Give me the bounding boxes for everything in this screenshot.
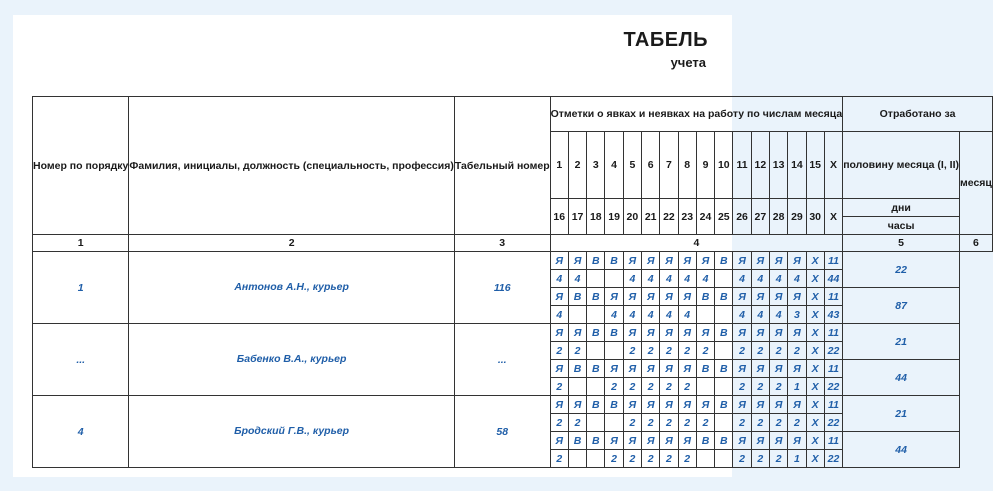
header-tab-number: Табельный номер — [454, 97, 550, 235]
attendance-cell: 2 — [550, 378, 568, 396]
attendance-cell: Я — [660, 324, 678, 342]
day-header-cell: 4 — [605, 132, 623, 199]
worked-half-month: 43 — [824, 306, 842, 324]
attendance-cell: В — [715, 252, 733, 270]
attendance-cell: Я — [751, 288, 769, 306]
attendance-cell: Я — [769, 360, 787, 378]
attendance-cell: Я — [660, 396, 678, 414]
attendance-cell: Я — [733, 324, 751, 342]
column-number: 4 — [550, 235, 843, 252]
attendance-cell: Я — [788, 396, 806, 414]
attendance-cell — [605, 270, 623, 288]
attendance-cell: 2 — [660, 342, 678, 360]
attendance-cell: В — [568, 432, 586, 450]
attendance-cell: 2 — [568, 414, 586, 432]
attendance-cell: В — [696, 432, 714, 450]
attendance-cell: В — [587, 360, 605, 378]
attendance-cell: 2 — [605, 378, 623, 396]
attendance-cell — [568, 450, 586, 468]
attendance-cell — [696, 378, 714, 396]
attendance-cell: Я — [550, 360, 568, 378]
form-title: ТАБЕЛЬ — [623, 29, 708, 51]
attendance-cell: В — [587, 324, 605, 342]
attendance-cell: Я — [751, 360, 769, 378]
attendance-cell: В — [715, 432, 733, 450]
attendance-cell: Х — [806, 360, 824, 378]
worked-half-month: 44 — [824, 270, 842, 288]
day-header-cell: 6 — [642, 132, 660, 199]
attendance-cell: 4 — [550, 270, 568, 288]
column-number: 6 — [960, 235, 993, 252]
day-header-cell: 29 — [788, 199, 806, 235]
employee-tab-number: 116 — [454, 252, 550, 324]
attendance-cell: 4 — [550, 306, 568, 324]
employee-name: Бродский Г.В., курьер — [129, 396, 454, 468]
day-header-cell: 22 — [660, 199, 678, 235]
attendance-cell: 2 — [769, 450, 787, 468]
attendance-cell: 2 — [642, 378, 660, 396]
attendance-cell: 2 — [751, 342, 769, 360]
attendance-cell: Х — [806, 414, 824, 432]
column-number: 5 — [843, 235, 960, 252]
day-header-cell: 15 — [806, 132, 824, 199]
attendance-cell: Х — [806, 432, 824, 450]
day-header-cell: 14 — [788, 132, 806, 199]
attendance-cell — [696, 306, 714, 324]
attendance-cell: Я — [788, 360, 806, 378]
attendance-cell: Я — [568, 396, 586, 414]
attendance-cell: Х — [806, 252, 824, 270]
attendance-cell: 2 — [733, 414, 751, 432]
attendance-cell: 2 — [769, 378, 787, 396]
attendance-cell — [715, 342, 733, 360]
attendance-cell: Х — [806, 378, 824, 396]
attendance-cell: 2 — [769, 414, 787, 432]
attendance-cell: 4 — [769, 306, 787, 324]
day-header-cell: 26 — [733, 199, 751, 235]
attendance-cell — [715, 306, 733, 324]
day-header-cell: 9 — [696, 132, 714, 199]
attendance-cell: Я — [769, 396, 787, 414]
header-attendance: Отметки о явках и неявках на работу по числам месяца — [550, 97, 843, 132]
worked-half-month: 11 — [824, 396, 842, 414]
header-half-month: половину месяца (I, II) — [843, 132, 960, 199]
attendance-cell: 2 — [678, 414, 696, 432]
attendance-cell: Я — [788, 288, 806, 306]
attendance-cell: 2 — [678, 342, 696, 360]
attendance-cell: Я — [660, 288, 678, 306]
attendance-cell: 2 — [550, 342, 568, 360]
attendance-cell: Х — [806, 306, 824, 324]
column-number: 3 — [454, 235, 550, 252]
day-header-cell: 10 — [715, 132, 733, 199]
header-name: Фамилия, инициалы, должность (специальность, профессия) — [129, 97, 454, 235]
attendance-cell: Я — [733, 252, 751, 270]
attendance-cell — [587, 414, 605, 432]
attendance-cell: 2 — [623, 450, 641, 468]
attendance-cell: Я — [660, 432, 678, 450]
attendance-cell: 4 — [605, 306, 623, 324]
attendance-cell: Я — [623, 324, 641, 342]
attendance-cell: Я — [733, 432, 751, 450]
attendance-cell: 2 — [733, 378, 751, 396]
attendance-cell — [715, 378, 733, 396]
attendance-cell: Я — [642, 324, 660, 342]
attendance-cell: 2 — [623, 342, 641, 360]
attendance-cell: 2 — [733, 342, 751, 360]
worked-month: 44 — [843, 360, 960, 396]
attendance-cell — [587, 342, 605, 360]
day-header-cell: 17 — [568, 199, 586, 235]
attendance-cell: 2 — [550, 450, 568, 468]
worked-half-month: 11 — [824, 360, 842, 378]
employee-tab-number: 58 — [454, 396, 550, 468]
header-worked: Отработано за — [843, 97, 993, 132]
attendance-cell: Я — [550, 288, 568, 306]
employee-number: ... — [33, 324, 129, 396]
employee-tab-number: ... — [454, 324, 550, 396]
column-number: 1 — [33, 235, 129, 252]
worked-half-month: 22 — [824, 450, 842, 468]
day-header-cell: 1 — [550, 132, 568, 199]
attendance-cell: Я — [623, 288, 641, 306]
day-header-cell: 18 — [587, 199, 605, 235]
attendance-cell: 4 — [623, 270, 641, 288]
attendance-cell: Я — [660, 360, 678, 378]
attendance-cell: В — [696, 360, 714, 378]
day-header-cell: 11 — [733, 132, 751, 199]
attendance-cell — [568, 378, 586, 396]
attendance-cell — [605, 414, 623, 432]
attendance-cell: 2 — [642, 414, 660, 432]
worked-half-month: 11 — [824, 432, 842, 450]
attendance-cell: Я — [678, 324, 696, 342]
attendance-cell: В — [605, 396, 623, 414]
attendance-cell: 4 — [678, 306, 696, 324]
attendance-cell: 2 — [678, 450, 696, 468]
attendance-cell: 4 — [769, 270, 787, 288]
day-header-cell: 24 — [696, 199, 714, 235]
attendance-cell: Я — [642, 432, 660, 450]
attendance-cell: Х — [806, 396, 824, 414]
attendance-cell: Я — [550, 252, 568, 270]
attendance-cell: 2 — [660, 414, 678, 432]
attendance-cell: В — [715, 324, 733, 342]
header-days: дни — [843, 199, 960, 217]
attendance-cell: Я — [550, 324, 568, 342]
attendance-cell: Я — [623, 432, 641, 450]
day-header-cell: 3 — [587, 132, 605, 199]
attendance-cell: 4 — [733, 270, 751, 288]
header-number: Номер по порядку — [33, 97, 129, 235]
day-header-cell: 5 — [623, 132, 641, 199]
attendance-cell: Я — [642, 396, 660, 414]
attendance-cell: В — [605, 252, 623, 270]
worked-month: 87 — [843, 288, 960, 324]
timesheet-table — [32, 96, 993, 468]
day-header-cell: 20 — [623, 199, 641, 235]
form-subtitle: учета — [670, 55, 706, 70]
attendance-cell: 2 — [642, 450, 660, 468]
worked-half-month: 22 — [824, 342, 842, 360]
attendance-cell: 4 — [678, 270, 696, 288]
attendance-cell: В — [715, 360, 733, 378]
attendance-cell: Я — [678, 360, 696, 378]
employee-name: Бабенко В.А., курьер — [129, 324, 454, 396]
attendance-cell: Я — [568, 252, 586, 270]
table-row — [33, 396, 993, 414]
attendance-cell: Я — [788, 252, 806, 270]
column-number: 2 — [129, 235, 454, 252]
attendance-cell: Я — [605, 432, 623, 450]
attendance-cell: Я — [623, 360, 641, 378]
day-header-cell: 19 — [605, 199, 623, 235]
attendance-cell: 4 — [733, 306, 751, 324]
attendance-cell: Х — [806, 342, 824, 360]
attendance-cell — [568, 306, 586, 324]
attendance-cell: Я — [660, 252, 678, 270]
attendance-cell: 2 — [660, 450, 678, 468]
attendance-cell: Я — [696, 252, 714, 270]
attendance-cell: 3 — [788, 306, 806, 324]
attendance-cell: Х — [806, 450, 824, 468]
attendance-cell: В — [587, 252, 605, 270]
attendance-cell — [587, 450, 605, 468]
attendance-cell: В — [587, 432, 605, 450]
attendance-cell: 2 — [733, 450, 751, 468]
table-row — [33, 324, 993, 342]
attendance-cell: Я — [696, 324, 714, 342]
attendance-cell — [715, 270, 733, 288]
attendance-cell: В — [587, 288, 605, 306]
attendance-cell: Я — [769, 252, 787, 270]
attendance-cell: Я — [678, 432, 696, 450]
attendance-cell: Я — [605, 288, 623, 306]
attendance-cell: Я — [751, 432, 769, 450]
day-header-cell: 13 — [769, 132, 787, 199]
attendance-cell: Я — [642, 252, 660, 270]
worked-half-month: 22 — [824, 414, 842, 432]
worked-half-month: 22 — [824, 378, 842, 396]
attendance-cell: Я — [733, 396, 751, 414]
day-header-cell: 21 — [642, 199, 660, 235]
timesheet-form — [13, 15, 992, 477]
attendance-cell: 2 — [678, 378, 696, 396]
attendance-cell — [715, 414, 733, 432]
attendance-cell: Х — [806, 288, 824, 306]
attendance-cell: Я — [788, 432, 806, 450]
day-header-cell: 23 — [678, 199, 696, 235]
day-header-cell: 7 — [660, 132, 678, 199]
attendance-cell: Я — [678, 396, 696, 414]
attendance-cell: 1 — [788, 378, 806, 396]
attendance-cell: 4 — [696, 270, 714, 288]
attendance-cell: Я — [678, 288, 696, 306]
attendance-cell: Я — [733, 288, 751, 306]
worked-half-month: 11 — [824, 252, 842, 270]
attendance-cell: 4 — [788, 270, 806, 288]
attendance-cell — [587, 378, 605, 396]
attendance-cell: В — [715, 396, 733, 414]
attendance-cell: 4 — [568, 270, 586, 288]
attendance-cell: Я — [678, 252, 696, 270]
attendance-cell: Я — [550, 396, 568, 414]
attendance-cell: 2 — [696, 414, 714, 432]
attendance-cell: 1 — [788, 450, 806, 468]
day-header-cell: 28 — [769, 199, 787, 235]
attendance-cell: Я — [550, 432, 568, 450]
attendance-cell: В — [587, 396, 605, 414]
attendance-cell: 2 — [660, 378, 678, 396]
attendance-cell: Я — [769, 288, 787, 306]
attendance-cell — [587, 306, 605, 324]
attendance-cell: Я — [769, 324, 787, 342]
attendance-cell: Я — [751, 396, 769, 414]
day-header-cell: 16 — [550, 199, 568, 235]
attendance-cell: В — [696, 288, 714, 306]
attendance-cell: 4 — [642, 270, 660, 288]
attendance-cell: 2 — [696, 342, 714, 360]
attendance-cell: 4 — [623, 306, 641, 324]
attendance-cell: Х — [806, 324, 824, 342]
attendance-cell: Я — [642, 288, 660, 306]
attendance-cell: Я — [568, 324, 586, 342]
attendance-cell — [587, 270, 605, 288]
table-row — [33, 252, 993, 270]
header-month: месяц — [960, 132, 993, 235]
attendance-cell: Х — [806, 270, 824, 288]
attendance-cell: 4 — [660, 306, 678, 324]
attendance-cell: Я — [623, 396, 641, 414]
attendance-cell: Я — [642, 360, 660, 378]
attendance-cell: 2 — [751, 450, 769, 468]
employee-number: 4 — [33, 396, 129, 468]
day-header-cell: 12 — [751, 132, 769, 199]
attendance-cell: 2 — [623, 378, 641, 396]
worked-half-month: 11 — [824, 324, 842, 342]
attendance-cell: 4 — [751, 270, 769, 288]
day-header-cell: 25 — [715, 199, 733, 235]
attendance-cell: 2 — [605, 450, 623, 468]
attendance-cell: 4 — [660, 270, 678, 288]
attendance-cell — [696, 450, 714, 468]
attendance-cell: 4 — [751, 306, 769, 324]
attendance-cell: В — [568, 360, 586, 378]
attendance-cell: Я — [751, 252, 769, 270]
day-header-cell: 27 — [751, 199, 769, 235]
day-header-cell: 8 — [678, 132, 696, 199]
attendance-cell: Я — [605, 360, 623, 378]
attendance-cell: 2 — [550, 414, 568, 432]
attendance-cell: 2 — [751, 378, 769, 396]
day-header-cell: Х — [824, 199, 842, 235]
worked-month: 21 — [843, 324, 960, 360]
attendance-cell: 2 — [623, 414, 641, 432]
worked-month: 22 — [843, 252, 960, 288]
day-header-cell: 2 — [568, 132, 586, 199]
attendance-cell: 2 — [642, 342, 660, 360]
attendance-cell — [715, 450, 733, 468]
attendance-cell: 4 — [642, 306, 660, 324]
attendance-cell: В — [715, 288, 733, 306]
attendance-cell: Я — [751, 324, 769, 342]
employee-name: Антонов А.Н., курьер — [129, 252, 454, 324]
worked-month: 21 — [843, 396, 960, 432]
attendance-cell: Я — [769, 432, 787, 450]
employee-number: 1 — [33, 252, 129, 324]
worked-month: 44 — [843, 432, 960, 468]
attendance-cell: Я — [788, 324, 806, 342]
attendance-cell: 2 — [788, 342, 806, 360]
worked-half-month: 11 — [824, 288, 842, 306]
attendance-cell: В — [605, 324, 623, 342]
attendance-cell: 2 — [769, 342, 787, 360]
header-hours: часы — [843, 217, 960, 235]
attendance-cell: 2 — [788, 414, 806, 432]
day-header-cell: Х — [824, 132, 842, 199]
attendance-cell: 2 — [568, 342, 586, 360]
day-header-cell: 30 — [806, 199, 824, 235]
attendance-cell: 2 — [751, 414, 769, 432]
attendance-cell — [605, 342, 623, 360]
attendance-cell: Я — [623, 252, 641, 270]
attendance-cell: В — [568, 288, 586, 306]
attendance-cell: Я — [733, 360, 751, 378]
attendance-cell: Я — [696, 396, 714, 414]
